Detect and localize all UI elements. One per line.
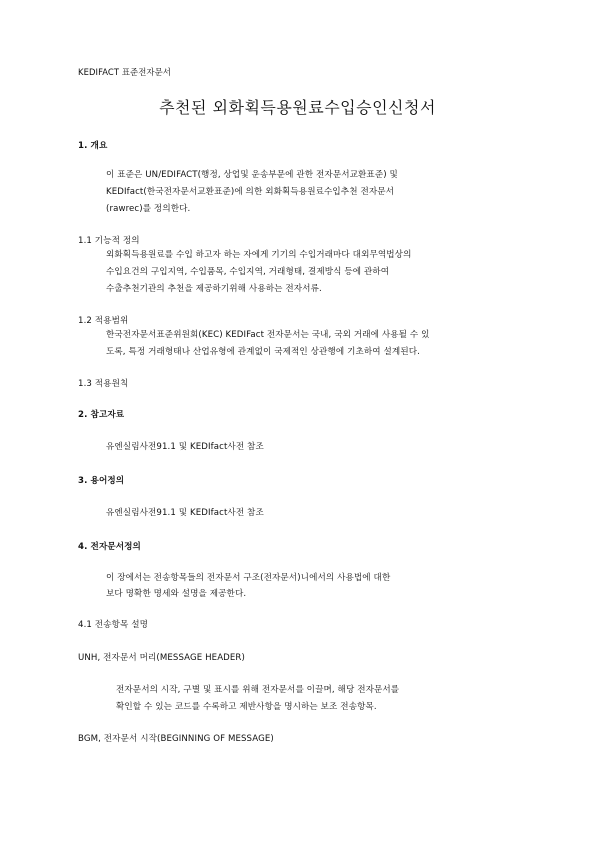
section-1-2-line-1: 한국전자문서표준위원회(KEC) KEDIFact 전자문서는 국내, 국외 거래에 사용될 수 있 bbox=[106, 330, 430, 340]
section-1-intro-line-1: 이 표준은 UN/EDIFACT(행정, 상업및 운송부문에 관한 전자문서교환표준) 및 bbox=[106, 170, 398, 180]
section-1-1-line-1: 외화획득용원료를 수입 하고자 하는 자에게 기기의 수입거래마다 대외무역법상의 bbox=[106, 250, 412, 260]
section-3-line: 유엔실림사전91.1 및 KEDIfact사전 참조 bbox=[106, 508, 264, 518]
unh-line-2: 확인할 수 있는 코드를 수록하고 제반사항을 명시하는 보조 전송항목. bbox=[116, 702, 377, 712]
section-1-2-line-2: 도록, 특정 거래형태나 산업유형에 관계없이 국제적인 상관행에 기초하여 설계된다. bbox=[106, 347, 420, 357]
section-1-1-heading: 1.1 기능적 정의 bbox=[78, 236, 140, 246]
section-4-intro-line-2: 보다 명확한 명세와 설명을 제공한다. bbox=[106, 589, 247, 599]
document-title: 추천된 외화획득용원료수입승인신청서 bbox=[159, 98, 436, 117]
section-1-intro-line-3: (rawrec)를 정의한다. bbox=[106, 204, 191, 214]
section-2-heading: 2. 참고자료 bbox=[78, 410, 125, 420]
section-3-heading: 3. 용어정의 bbox=[78, 476, 125, 486]
section-4-intro-line-1: 이 장에서는 전송항목들의 전자문서 구조(전자문서)니에서의 사용법에 대한 bbox=[106, 573, 391, 583]
section-4-1-heading: 4.1 전송항목 설명 bbox=[78, 620, 149, 630]
bgm-heading: BGM, 전자문서 시작(BEGINNING OF MESSAGE) bbox=[78, 734, 274, 744]
section-1-intro-line-2: KEDIfact(한국전자문서교환표준)에 의한 외화획득용원료수입추천 전자문서 bbox=[106, 187, 395, 197]
document-header-label: KEDIFACT 표준전자문서 bbox=[78, 67, 171, 77]
section-1-3-heading: 1.3 적용원칙 bbox=[78, 379, 129, 389]
section-4-heading: 4. 전자문서정의 bbox=[78, 542, 141, 552]
unh-line-1: 전자문서의 시작, 구별 및 표시를 위해 전자문서를 이끌며, 해당 전자문서를 bbox=[116, 685, 400, 695]
section-1-heading: 1. 개요 bbox=[78, 141, 108, 151]
section-1-1-line-3: 수출추천기관의 추천을 제공하기위해 사용하는 전자서류. bbox=[106, 284, 322, 294]
section-2-line: 유엔실림사전91.1 및 KEDIfact사전 참조 bbox=[106, 442, 264, 452]
section-1-1-line-2: 수입요건의 구입지역, 수입품목, 수입지역, 거래형태, 결제방식 등에 관하여 bbox=[106, 267, 390, 277]
section-1-2-heading: 1.2 적용범위 bbox=[78, 316, 129, 326]
unh-heading: UNH, 전자문서 머리(MESSAGE HEADER) bbox=[78, 653, 245, 663]
